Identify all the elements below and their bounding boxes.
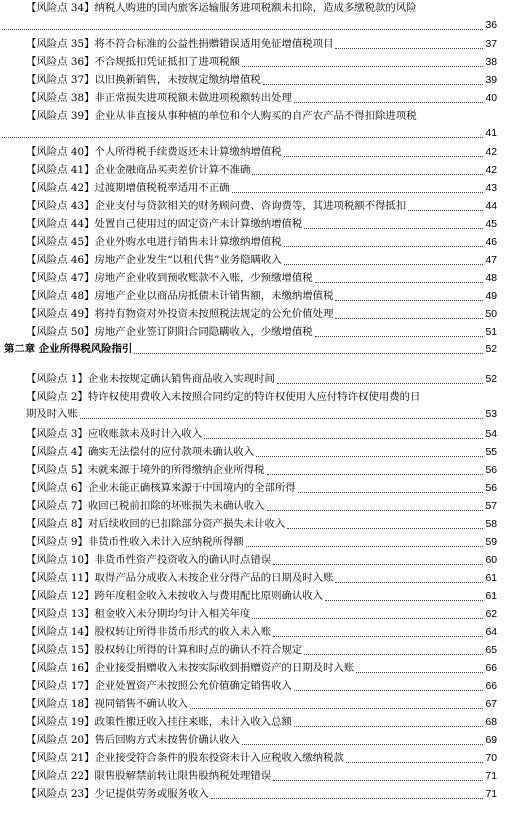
leader-dots [80, 409, 483, 419]
toc-entry-page: 71 [485, 789, 497, 800]
leader-dots [277, 374, 483, 384]
toc-entry-page: 46 [485, 237, 497, 248]
leader-dots [190, 699, 483, 709]
toc-entry-title: 【风险点 21】企业接受符合条件的股东投资未计入应税收入缴纳税款 [26, 752, 344, 764]
toc-entry-title: 【风险点 48】房地产企业以商品房抵债未计销售额，未缴纳增值税 [26, 290, 334, 302]
toc-entry-title: 【风险点 6】企业未能正确核算来源于中国境内的全部所得 [26, 482, 296, 494]
toc-entry-title: 【风险点 36】不合规抵扣凭证抵扣了进项税额 [26, 56, 240, 68]
leader-dots [2, 128, 483, 138]
toc-entry-title: 【风险点 50】房地产企业签订阴阳合同隐瞒收入，少缴增值税 [26, 326, 313, 338]
toc-entry-title: 【风险点 37】以旧换新销售，未按规定缴纳增值税 [26, 74, 261, 86]
leader-dots [211, 789, 483, 799]
leader-dots [284, 255, 483, 265]
toc-entry-page: 59 [485, 537, 497, 548]
leader-dots [315, 327, 483, 337]
leader-dots [284, 237, 483, 247]
leader-dots [2, 20, 483, 30]
leader-dots [294, 681, 483, 691]
toc-entry-title: 【风险点 23】少记提供劳务或服务收入 [26, 788, 209, 800]
toc-entry-title: 【风险点 5】未就来源于境外的所得缴纳企业所得税 [26, 464, 265, 476]
toc-entry-title: 【风险点 34】纳税人购进的国内旅客运输服务进项税额未扣除，造成多缴税款的风险 [26, 2, 417, 14]
toc-entry-title-continued: 期及时入账 [26, 408, 78, 420]
toc-entry-title: 【风险点 14】股权转让所得非货币形式的收入未入账 [26, 626, 272, 638]
toc-entry-title: 【风险点 4】确实无法偿付的应付款项未确认收入 [26, 446, 255, 458]
leader-dots [232, 183, 483, 193]
toc-entry-page: 61 [485, 591, 497, 602]
toc-entry-page: 51 [485, 327, 497, 338]
leader-dots [204, 429, 483, 439]
leader-dots [246, 537, 483, 547]
leader-dots [252, 165, 483, 175]
toc-entry-title: 【风险点 3】应收账款未及时计入收入 [26, 428, 203, 440]
leader-dots [294, 717, 483, 727]
toc-entry-title: 【风险点 38】非正常损失进项税额未做进项税额转出处理 [26, 92, 292, 104]
toc-entry-title: 【风险点 22】限售股解禁前转让限售股纳税处理错误 [26, 770, 272, 782]
toc-entry-title: 【风险点 43】企业支付与贷款相关的财务顾问费、咨询费等，其进项税额不得抵扣 [26, 200, 407, 212]
toc-entry-page: 67 [485, 699, 497, 710]
leader-dots [267, 501, 483, 511]
toc-entry-title: 【风险点 49】将持有物资对外投资未按照税法规定的公允价值处理 [26, 308, 334, 320]
toc-entry-page: 69 [485, 735, 497, 746]
toc-entry-page: 62 [485, 609, 497, 620]
toc-entry-page: 48 [485, 273, 497, 284]
leader-dots [252, 609, 483, 619]
toc-entry-title: 【风险点 15】股权转让所得的计算和时点的确认不符合规定 [26, 644, 303, 656]
toc-entry-page: 37 [485, 39, 497, 50]
toc-entry-page: 39 [485, 75, 497, 86]
toc-entry-title: 【风险点 18】视同销售不确认收入 [26, 698, 188, 710]
leader-dots [263, 75, 483, 85]
leader-dots [273, 627, 483, 637]
leader-dots [335, 573, 483, 583]
leader-dots [242, 57, 483, 67]
leader-dots [298, 483, 483, 493]
leader-dots [304, 219, 483, 229]
toc-entry-page: 44 [485, 201, 497, 212]
toc-entry-page: 49 [485, 291, 497, 302]
leader-dots [134, 344, 483, 354]
chapter-heading[interactable] [4, 343, 511, 356]
toc-entry-page: 42 [485, 165, 497, 176]
toc-entry-title: 【风险点 11】取得产品分成收入未按企业分得产品的日期及时入账 [26, 572, 334, 584]
toc-entry-page: 41 [485, 128, 497, 139]
leader-dots [335, 39, 483, 49]
toc-entry-title: 【风险点 17】企业处置资产未按照公允价值确定销售收入 [26, 680, 292, 692]
toc-entry-title: 【风险点 12】跨年度租金收入未按收入与费用配比原则确认收入 [26, 590, 324, 602]
leader-dots [335, 309, 483, 319]
toc-entry-page: 56 [485, 483, 497, 494]
toc-entry-page: 43 [485, 183, 497, 194]
toc-entry-page: 66 [485, 663, 497, 674]
toc-entry-title: 【风险点 39】企业从非直接从事种植的单位和个人购买的自产农产品不得扣除进项税 [26, 110, 417, 122]
toc-entry-page: 65 [485, 645, 497, 656]
toc-entry-title: 【风险点 47】房地产企业收到预收账款不入账，少预缴增值税 [26, 272, 313, 284]
toc-entry-page: 54 [485, 429, 497, 440]
toc-entry-title: 【风险点 1】企业未按规定确认销售商品收入实现时间 [26, 373, 275, 385]
toc-entry-title: 【风险点 40】个人所得税手续费返还未计算缴纳增值税 [26, 146, 282, 158]
toc-entry-page: 71 [485, 771, 497, 782]
chapter-title: 第二章 企业所得税风险指引 [4, 343, 133, 355]
chapter-page: 52 [485, 344, 497, 355]
leader-dots [346, 753, 483, 763]
toc-entry-page: 38 [485, 57, 497, 68]
toc-entry-title: 【风险点 19】政策性搬迁收入挂往来账，未计入收入总额 [26, 716, 292, 728]
leader-dots [325, 591, 483, 601]
toc-entry-page: 55 [485, 447, 497, 458]
toc-entry-title: 【风险点 9】非货币性收入未计入应纳税所得额 [26, 536, 244, 548]
toc-entry-title: 【风险点 46】房地产企业发生“以租代售”业务隐瞒收入 [26, 254, 282, 266]
leader-dots [273, 555, 483, 565]
toc-entry-page: 47 [485, 255, 497, 266]
toc-entry-title: 【风险点 8】对后续收回的已扣除部分资产损失未计收入 [26, 518, 286, 530]
toc-entry-title: 【风险点 20】售后回购方式未按售价确认收入 [26, 734, 240, 746]
leader-dots [315, 273, 483, 283]
leader-dots [284, 147, 483, 157]
toc-entry-page: 66 [485, 681, 497, 692]
toc-entry-title: 【风险点 10】非货币性资产投资收入的确认时点错误 [26, 554, 272, 566]
toc-entry-page: 53 [485, 409, 497, 420]
leader-dots [273, 771, 483, 781]
toc-entry-title: 【风险点 41】企业金融商品买卖差价计算不准确 [26, 164, 251, 176]
leader-dots [242, 735, 483, 745]
leader-dots [294, 93, 483, 103]
toc-entry-page: 36 [485, 20, 497, 31]
toc-entry-page: 42 [485, 147, 497, 158]
toc-entry-page: 40 [485, 93, 497, 104]
toc-entry-page: 68 [485, 717, 497, 728]
leader-dots [335, 291, 483, 301]
toc-entry-title: 【风险点 42】过渡期增值税税率适用不正确 [26, 182, 230, 194]
leader-dots [408, 201, 483, 211]
toc-entry-page: 45 [485, 219, 497, 230]
toc-entry-page: 57 [485, 501, 497, 512]
toc-entry-title: 【风险点 13】租金收入未分期均匀计入相关年度 [26, 608, 251, 620]
toc-entry-page: 64 [485, 627, 497, 638]
toc-entry-title: 【风险点 7】收回已税前扣除的坏账损失未确认收入 [26, 500, 265, 512]
leader-dots [304, 645, 483, 655]
leader-dots [356, 663, 483, 673]
toc-entry-page: 70 [485, 753, 497, 764]
toc-entry-title: 【风险点 35】将不符合标准的公益性捐赠错误适用免征增值税项目 [26, 38, 334, 50]
toc-entry-page: 58 [485, 519, 497, 530]
toc-entry-title: 【风险点 45】企业外购水电进行销售未计算缴纳增值税 [26, 236, 282, 248]
toc-entry-title: 【风险点 2】特许权使用费收入未按照合同约定的特许权使用人应付特许权使用费的日 [26, 391, 421, 403]
toc-entry-title: 【风险点 44】处置自己使用过的固定资产未计算缴纳增值税 [26, 218, 303, 230]
toc-entry-title: 【风险点 16】企业接受捐赠收入未按实际收到捐赠资产的日期及时入账 [26, 662, 355, 674]
toc-entry-page: 60 [485, 555, 497, 566]
toc-entry-page: 61 [485, 573, 497, 584]
leader-dots [287, 519, 483, 529]
leader-dots [267, 465, 483, 475]
toc-entry-page: 52 [485, 374, 497, 385]
leader-dots [256, 447, 483, 457]
toc-entry-page: 50 [485, 309, 497, 320]
toc-entry-page: 56 [485, 465, 497, 476]
